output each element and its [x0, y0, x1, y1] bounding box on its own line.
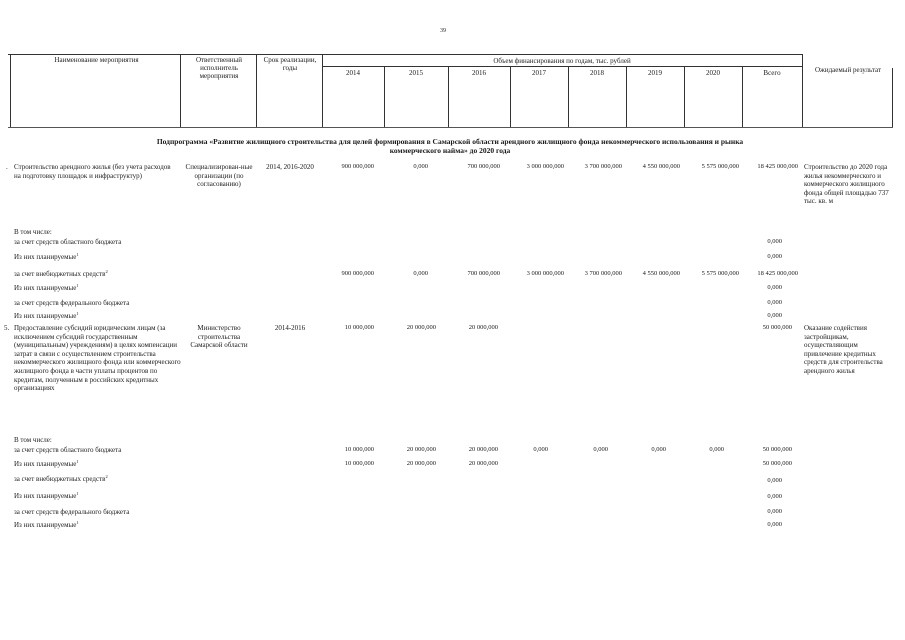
- sub-total: 0,000: [767, 312, 782, 319]
- expected-result: Оказание содействия застройщикам, осуществляющим привлечение кредитных средств для строительства арендного жилья: [804, 324, 883, 375]
- sub-label: Из них планируемые$^1$: [14, 459, 79, 468]
- row-number: 5.: [4, 324, 10, 332]
- page-number: 39: [440, 28, 446, 34]
- sub-label: Из них планируемые$^1$: [14, 252, 79, 261]
- value-2015: 20 000,000: [406, 324, 436, 331]
- sub-total: 0,000: [767, 508, 782, 515]
- sub-value: 3 000 000,000: [526, 270, 564, 277]
- vline: [180, 54, 181, 127]
- sub-total: 50 000,000: [762, 460, 792, 467]
- sub-value: 700 000,000: [467, 270, 500, 277]
- col-total-header: Всего: [763, 69, 781, 77]
- sub-value: 20 000,000: [406, 460, 436, 467]
- year-header: 2020: [706, 69, 720, 77]
- year-header: 2016: [472, 69, 486, 77]
- col-result-header: Ожидаемый результат: [814, 66, 882, 74]
- col-executor-header: Ответственный исполнитель мероприятия: [195, 56, 243, 80]
- value-2019: 4 550 000,000: [642, 163, 680, 170]
- subprogram-title: Подпрограмма «Развитие жилищного строительства для целей формирования в Самарской области арендного жилищного фонда некоммерческого использования и рынка коммерческого найма» до 2020 года: [156, 137, 744, 155]
- sub-label: за счет средств федерального бюджета: [14, 508, 130, 516]
- sub-total: 0,000: [767, 521, 782, 528]
- expected-result: Строительство до 2020 года жилья некоммерческого и коммерческого жилищного фонда общей площадью 737 тыс. кв. м: [804, 163, 889, 206]
- vline: [256, 54, 257, 127]
- sub-value: 5 575 000,000: [701, 270, 739, 277]
- sub-value: 4 550 000,000: [642, 270, 680, 277]
- col-period-header: Срок реализации, годы: [263, 56, 317, 72]
- activity-name: Предоставление субсидий юридическим лицам (за исключением субсидий государственным (муниципальным) учреждениям) в целях компенсации затрат в связи с осуществлением строительства некоммерческого жилищного фонда или коммерческого жилищного фонда в части уплаты процентов по кредитам, полученным в российских кредитных организациях: [14, 324, 181, 393]
- sub-label: Из них планируемые$^1$: [14, 520, 79, 529]
- sub-value: 10 000,000: [344, 446, 374, 453]
- value-2015: 0,000: [413, 163, 428, 170]
- sub-value: 20 000,000: [406, 446, 436, 453]
- year-header: 2019: [648, 69, 662, 77]
- value-2014: 10 000,000: [344, 324, 374, 331]
- col-financing-header: Объем финансирования по годам, тыс. рублей: [493, 57, 631, 65]
- value-2014: 900 000,000: [341, 163, 374, 170]
- header-bottom-border: [8, 127, 893, 128]
- value-2017: 3 000 000,000: [526, 163, 564, 170]
- activity-name: Строительство арендного жилья (без учета расходов на подготовку площадок и инфраструктур): [14, 163, 171, 180]
- year-header: 2018: [590, 69, 604, 77]
- period: 2014, 2016-2020: [266, 163, 314, 171]
- vline: [10, 54, 11, 127]
- sub-label: за счет средств областного бюджета: [14, 446, 122, 454]
- year-header: 2017: [532, 69, 546, 77]
- sub-total: 0,000: [767, 299, 782, 306]
- value-2020: 5 575 000,000: [701, 163, 739, 170]
- sub-total: 0,000: [767, 493, 782, 500]
- col-name-header: Наименование мероприятия: [54, 56, 139, 64]
- sub-value: 0,000: [593, 446, 608, 453]
- sub-label: Из них планируемые$^1$: [14, 283, 79, 292]
- value-total: 50 000,000: [762, 324, 792, 331]
- sub-total: 0,000: [767, 284, 782, 291]
- sub-value: 20 000,000: [468, 460, 498, 467]
- sub-label: Из них планируемые$^1$: [14, 311, 79, 320]
- executor: Министерство строительства Самарской области: [190, 324, 248, 350]
- sub-label: за счет средств областного бюджета: [14, 238, 122, 246]
- vline: [802, 54, 803, 127]
- sub-value: 20 000,000: [468, 446, 498, 453]
- year-header: 2015: [409, 69, 423, 77]
- sub-total: 18 425 000,000: [757, 270, 798, 277]
- sub-value: 3 700 000,000: [584, 270, 622, 277]
- year-header: 2014: [346, 69, 360, 77]
- sub-value: 0,000: [651, 446, 666, 453]
- value-total: 18 425 000,000: [757, 163, 798, 170]
- years-divider: [322, 66, 802, 67]
- sub-total: 0,000: [767, 238, 782, 245]
- sub-label: Из них планируемые$^1$: [14, 491, 79, 500]
- sub-label: за счет средств федерального бюджета: [14, 299, 130, 307]
- row-number: .: [6, 163, 8, 171]
- sub-value: 0,000: [709, 446, 724, 453]
- sub-value: 10 000,000: [344, 460, 374, 467]
- sub-value: 0,000: [533, 446, 548, 453]
- period: 2014-2016: [274, 324, 306, 332]
- including-label: В том числе:: [14, 436, 52, 444]
- sub-label: за счет внебюджетных средств$^2$: [14, 474, 108, 483]
- sub-value: 0,000: [413, 270, 428, 277]
- sub-total: 0,000: [767, 477, 782, 484]
- sub-total: 0,000: [767, 253, 782, 260]
- vline: [892, 68, 893, 127]
- value-2016: 20 000,000: [468, 324, 498, 331]
- header-top-border: [8, 54, 803, 55]
- executor: Специализирован-ные организации (по согласованию): [185, 163, 253, 189]
- sub-value: 900 000,000: [341, 270, 374, 277]
- sub-total: 50 000,000: [762, 446, 792, 453]
- value-2018: 3 700 000,000: [584, 163, 622, 170]
- value-2016: 700 000,000: [467, 163, 500, 170]
- sub-label: за счет внебюджетных средств$^2$: [14, 269, 108, 278]
- including-label: В том числе:: [14, 228, 52, 236]
